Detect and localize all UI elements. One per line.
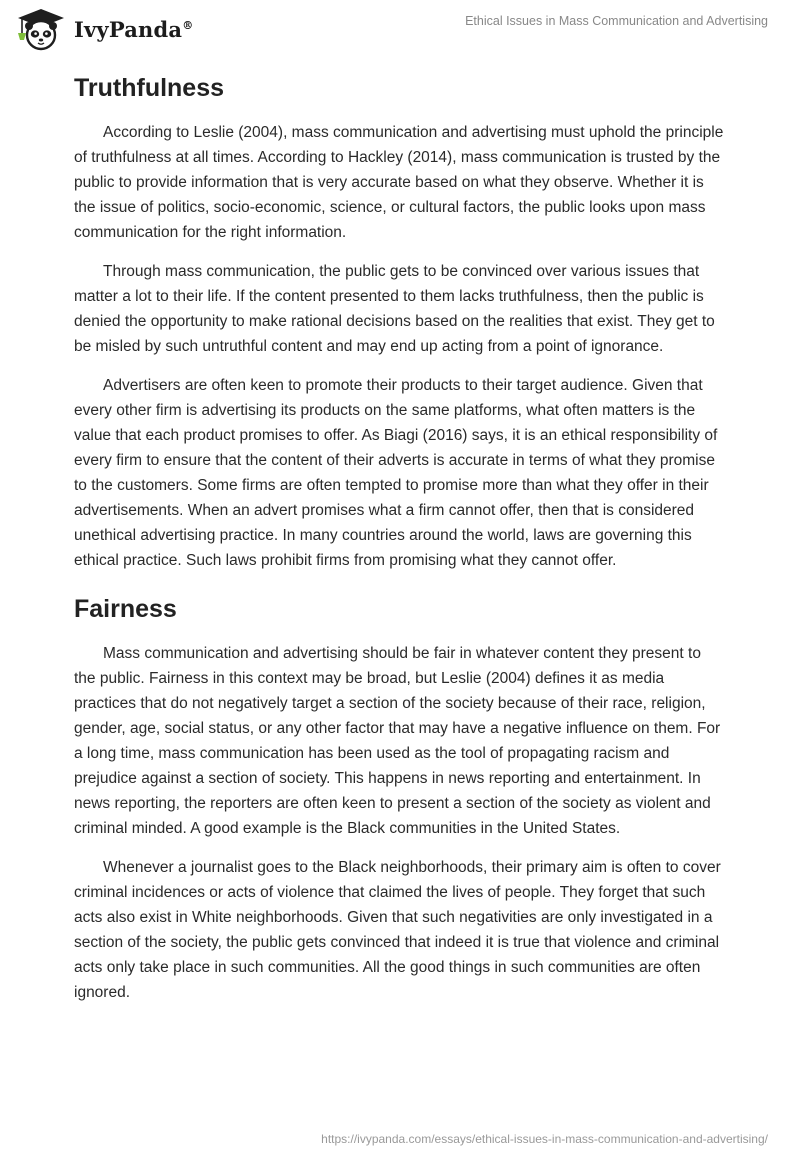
- document-title: Ethical Issues in Mass Communication and Advertising: [465, 14, 768, 28]
- source-url[interactable]: https://ivypanda.com/essays/ethical-issues-in-mass-communication-and-advertising/: [321, 1132, 768, 1146]
- brand-name: IvyPanda®: [74, 16, 194, 42]
- panda-graduate-icon: [14, 7, 68, 51]
- brand-registered-mark: ®: [182, 18, 194, 32]
- paragraph: Advertisers are often keen to promote their products to their target audience. Given that every other firm is advertising its products on the same platforms, what often matters is the value that each product promises to offer. As Biagi (2016) says, it is an ethical responsibility of every firm to ensure that the content of their adverts is accurate in terms of what they promise to the customers. Some firms are often tempted to promise more than what they offer in their advertisements. When an advert promises what a firm cannot offer, then that is considered unethical advertising practice. In many countries around the world, laws are governing this ethical practice. Such laws prohibit firms from promising what they cannot offer.: [74, 377, 718, 569]
- page-header: [0, 0, 800, 60]
- brand-logo[interactable]: [14, 7, 193, 51]
- section-heading-fairness: Fairness: [74, 595, 177, 623]
- paragraph: According to Leslie (2004), mass communication and advertising must uphold the principle of truthfulness at all times. According to Hackley (2014), mass communication is trusted by the public to provide information that is very accurate based on what they observe. Whether it is the issue of politics, socio-economic, science, or cultural factors, the public looks upon mass communication for the right information.: [74, 124, 724, 241]
- essay-content: [74, 66, 726, 1005]
- section-heading-truthfulness: Truthfulness: [74, 74, 225, 102]
- paragraph: Mass communication and advertising should be fair in whatever content they present to the public. Fairness in this context may be broad, but Leslie (2004) defines it as media practices that do not negatively target a section of the society because of their race, religion, gender, age, social status, or any other factor that may have a negative influence on them. For a long time, mass communication has been used as the tool of propagating racism and prejudice against a section of society. This happens in news reporting and entertainment. In news reporting, the reporters are often keen to present a section of the society as violent and criminal minded. A good example is the Black communities in the United States.: [74, 645, 721, 837]
- paragraph: Whenever a journalist goes to the Black neighborhoods, their primary aim is often to cover criminal incidences or acts of violence that claimed the lives of people. They forget that such acts also exist in White neighborhoods. Given that such negativities are only investigated in a section of the society, the public gets convinced that indeed it is true that violence and criminal acts only take place in such communities. All the good things in such communities are often ignored.: [74, 859, 721, 1001]
- paragraph: Through mass communication, the public gets to be convinced over various issues that matter a lot to their life. If the content presented to them lacks truthfulness, then the public is denied the opportunity to make rational decisions based on the realities that exist. They get to be misled by such untruthful content and may end up acting from a point of ignorance.: [74, 263, 715, 355]
